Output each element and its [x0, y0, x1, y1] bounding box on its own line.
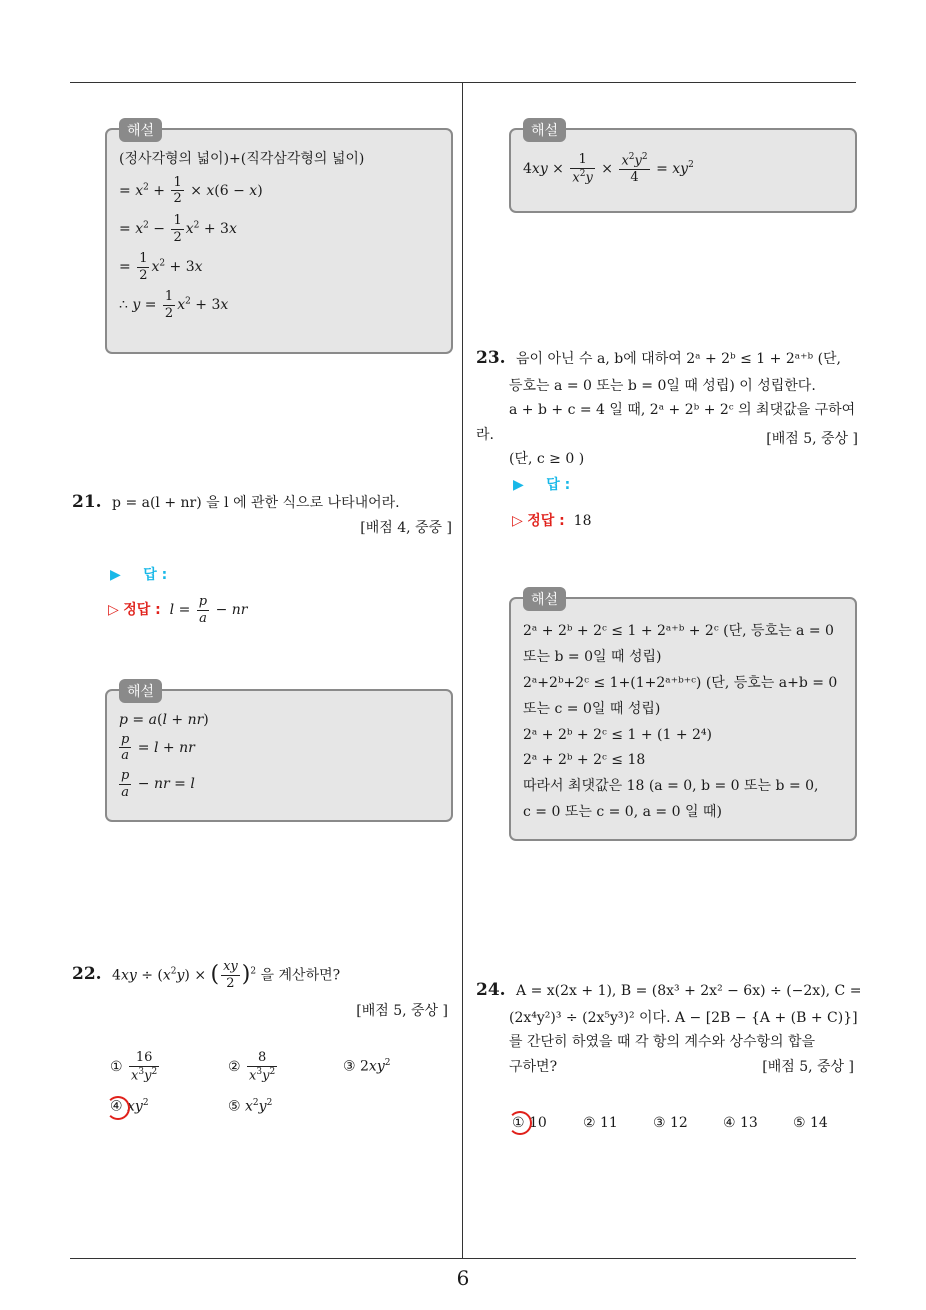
- question-22: 22. $4xy \div (x^2y)$ × ( $\frac{xy}{2}$ )$^2$ 을 계산하면?: [72, 959, 341, 991]
- choice-1[interactable]: ① $\frac{16}{x^3y^2}$: [110, 1050, 158, 1083]
- explain-line: 2ᵃ+2ᵇ+2ᶜ ≤ 1+(1+2ᵃ⁺ᵇ⁺ᶜ) (단, 등호는 a+b = 0: [523, 674, 838, 691]
- answer-label: 답 :: [546, 477, 571, 493]
- question-number: 22.: [72, 964, 102, 985]
- explain-line: ∴ y = $\frac{1}{2}$ $x^2 + 3x$: [119, 289, 229, 322]
- solution-value: 18: [573, 513, 592, 529]
- page-number: 6: [456, 1266, 470, 1290]
- column-divider: [462, 83, 463, 1258]
- question-text-line: (단, c ≥ 0 ): [509, 451, 585, 468]
- explanation-tag: 해설: [523, 118, 566, 142]
- explain-line: (정사각형의 넓이)+(직각삼각형의 넓이): [119, 151, 365, 167]
- explanation-tag: 해설: [119, 679, 162, 703]
- question-text-line: (2x⁴y²)³ ÷ (2x⁵y³)² 이다. A − [2B − {A + (B + C)}]: [509, 1009, 858, 1026]
- question-text-line: 등호는 a = 0 또는 b = 0일 때 성립) 이 성립한다.: [509, 377, 816, 394]
- question-text-line: a + b + c = 4 일 때, 2ᵃ + 2ᵇ + 2ᶜ 의 최댓값을 구하여라.: [476, 402, 856, 443]
- explanation-box-q20: [105, 123, 453, 354]
- choice-5[interactable]: ⑤ $x^2y^2$: [228, 1098, 273, 1115]
- choice-4[interactable]: ④ 13: [723, 1115, 758, 1131]
- explain-line: $\frac{p}{a}$ − nr = l: [121, 768, 195, 800]
- solution-label: 정답 :: [123, 602, 161, 619]
- choice-4[interactable]: ④ $xy^2$: [110, 1098, 149, 1115]
- answer-label: 답 :: [143, 567, 168, 583]
- solution-line-21: ▷ 정답 : l = $\frac{p}{a}$ − nr: [108, 594, 248, 626]
- question-23: [476, 344, 861, 472]
- explain-line: 4xy × $\frac{1}{x^2y}$ × $\frac{x^2y^2}{4}$ = $xy^2$: [523, 152, 694, 185]
- question-number: 21.: [72, 492, 102, 512]
- answer-line-21: [110, 564, 167, 584]
- choice-3[interactable]: ③ 12: [653, 1115, 688, 1131]
- play-icon: ▶: [513, 477, 524, 493]
- question-number: 23.: [476, 348, 506, 368]
- explain-line: 따라서 최댓값은 18 (a = 0, b = 0 또는 b = 0,: [523, 778, 819, 795]
- explain-line: 또는 b = 0일 때 성립): [523, 648, 662, 665]
- explain-line: $\frac{p}{a}$ = l + nr: [121, 731, 195, 764]
- answer-circle-mark: [508, 1111, 532, 1135]
- question-meta: [배점 5, 중상 ]: [766, 431, 858, 447]
- play-icon: ▶: [110, 567, 121, 583]
- explain-line: = $x^2$ − $\frac{1}{2}$ $x^2 + 3x$: [119, 213, 237, 245]
- explain-line: 또는 c = 0일 때 성립): [523, 700, 661, 717]
- explain-line: = $x^2$ + $\frac{1}{2}$ × x(6 − x): [119, 174, 263, 207]
- explain-line: 2ᵃ + 2ᵇ + 2ᶜ ≤ 1 + (1 + 2⁴): [523, 726, 712, 743]
- solution-label: 정답 :: [527, 513, 565, 529]
- solution-line-23: [512, 510, 592, 530]
- triangle-right-icon: ▷: [512, 513, 523, 529]
- question-meta: [배점 5, 중상 ]: [762, 1059, 854, 1075]
- choice-2[interactable]: ② $\frac{8}{x^3y^2}$: [228, 1050, 276, 1083]
- question-number: 24.: [476, 980, 506, 1000]
- question-text-line: 음이 아닌 수 a, b에 대하여 2ᵃ + 2ᵇ ≤ 1 + 2ᵃ⁺ᵇ (단,: [516, 351, 842, 367]
- explanation-tag: 해설: [119, 118, 162, 142]
- explanation-box-q23: [509, 592, 857, 841]
- explanation-box-q22: [509, 123, 857, 213]
- choice-5[interactable]: ⑤ 14: [793, 1115, 828, 1131]
- question-21: [72, 488, 452, 518]
- question-text: p = a(l + nr) 을 l 에 관한 식으로 나타내어라.: [112, 495, 400, 511]
- bottom-rule: [70, 1258, 856, 1259]
- triangle-right-icon: ▷: [108, 602, 119, 619]
- explain-line: p = a(l + nr): [119, 712, 209, 728]
- choice-1[interactable]: ① 10: [512, 1115, 547, 1131]
- question-text-line: A = x(2x + 1), B = (8x³ + 2x² − 6x) ÷ (−2x), C =: [516, 983, 862, 999]
- explanation-tag: 해설: [523, 587, 566, 611]
- top-rule: [70, 82, 856, 83]
- answer-circle-mark: [106, 1096, 130, 1120]
- question-text-line: 를 간단히 하였을 때 각 항의 계수와 상수항의 합을: [509, 1034, 816, 1051]
- explanation-box-q21: [105, 684, 453, 822]
- answer-line-23: [513, 474, 570, 494]
- question-meta: [배점 5, 중상 ]: [356, 1003, 448, 1019]
- question-meta: [배점 4, 중중 ]: [360, 520, 452, 536]
- choice-3[interactable]: ③ $2xy^2$: [343, 1058, 391, 1075]
- explain-line: c = 0 또는 c = 0, a = 0 일 때): [523, 804, 722, 821]
- question-text-line: 구하면?: [509, 1058, 558, 1075]
- explain-line: = $\frac{1}{2}$ $x^2 + 3x$: [119, 251, 203, 283]
- choice-2[interactable]: ② 11: [583, 1115, 618, 1131]
- explain-line: 2ᵃ + 2ᵇ + 2ᶜ ≤ 1 + 2ᵃ⁺ᵇ + 2ᶜ (단, 등호는 a = 0: [523, 623, 834, 639]
- explain-line: 2ᵃ + 2ᵇ + 2ᶜ ≤ 18: [523, 752, 646, 769]
